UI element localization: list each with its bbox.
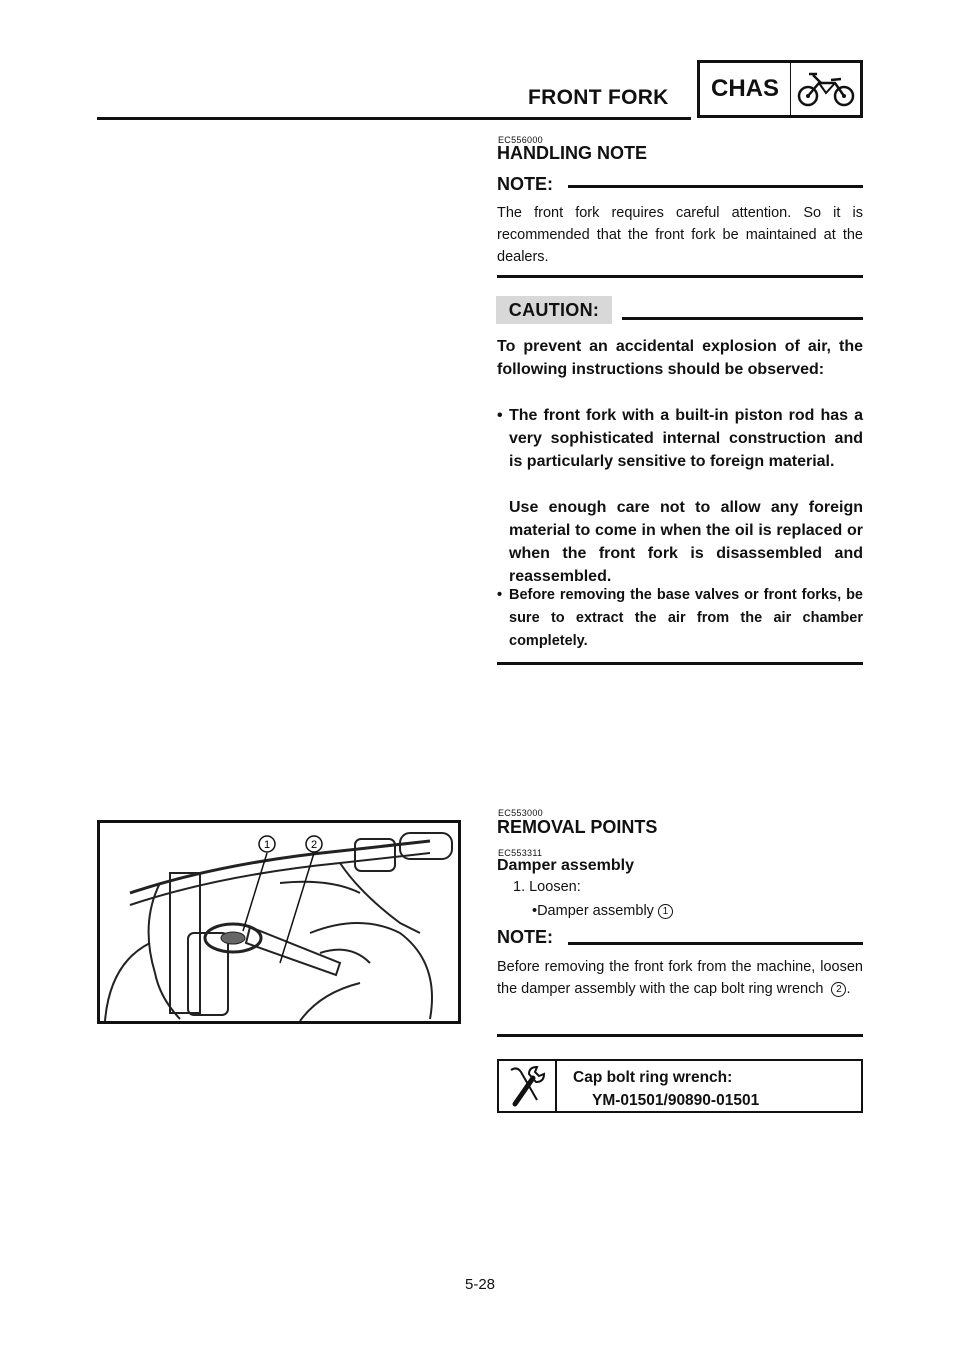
note-rule xyxy=(568,185,863,188)
step-item-text: Damper assembly xyxy=(537,903,654,919)
note-label: NOTE: xyxy=(497,927,553,947)
section-code-handling: EC556000 xyxy=(498,135,543,145)
handling-note-text: The front fork requires careful attention. So it is recommended that the front fork be maintained at the dealers. xyxy=(497,205,863,265)
header-rule xyxy=(97,117,691,120)
bullet: • xyxy=(497,587,503,603)
motorcycle-icon xyxy=(791,63,860,115)
ref-2: 2 xyxy=(831,982,846,997)
special-tool-box xyxy=(497,1059,863,1113)
removal-heading: REMOVAL POINTS xyxy=(497,817,658,837)
note-end-rule xyxy=(497,275,863,278)
caution-bullet-1a: The front fork with a built-in piston rod has a very sophisticated internal construction and is particularly sensitive to foreign material. xyxy=(509,407,863,470)
tool-text xyxy=(557,1061,759,1111)
caution-label: CAUTION: xyxy=(496,296,612,324)
section-code: CHAS xyxy=(700,63,791,115)
section-badge xyxy=(697,60,863,118)
bullet: • xyxy=(497,407,503,424)
damper-assembly-heading: Damper assembly xyxy=(497,857,634,874)
caution-bullet-1b: Use enough care not to allow any foreign material to come in when the oil is replaced or when the front fork is disassembled and reassembled. xyxy=(509,499,863,585)
removal-note-text: Before removing the front fork from the machine, loosen the damper assembly with the cap bolt ring wrench 2 . xyxy=(497,959,863,997)
tool-part-number: YM-01501/90890-01501 xyxy=(592,1092,760,1109)
section-code-removal: EC553000 xyxy=(498,808,543,818)
tool-name: Cap bolt ring wrench: xyxy=(573,1069,733,1086)
step-1-item: •Damper assembly 1 xyxy=(532,900,673,922)
wrench-icon xyxy=(499,1061,557,1111)
note-end-rule xyxy=(497,1034,863,1037)
damper-assembly-photo xyxy=(97,820,461,1024)
callout-2: 2 xyxy=(310,839,318,851)
caution-end-rule xyxy=(497,662,863,665)
note-label: NOTE: xyxy=(497,174,553,194)
ref-1: 1 xyxy=(658,904,673,919)
page-title: FRONT FORK xyxy=(528,86,669,109)
note-rule xyxy=(568,942,863,945)
removal-note-body: Before removing the front fork from the machine, loosen the damper assembly with the cap bolt ring wrench xyxy=(497,959,863,997)
caution-bullet-2: Before removing the base valves or front forks, be sure to extract the air from the air chamber completely. xyxy=(509,587,863,649)
caution-intro: To prevent an accidental explosion of air, the following instructions should be observed: xyxy=(497,338,863,378)
step-1: 1. Loosen: xyxy=(513,879,581,895)
caution-rule xyxy=(622,317,863,320)
subsection-code: EC553311 xyxy=(498,848,543,858)
handling-heading: HANDLING NOTE xyxy=(497,143,647,163)
page-number: 5-28 xyxy=(464,1276,496,1293)
callout-1: 1 xyxy=(263,839,271,851)
